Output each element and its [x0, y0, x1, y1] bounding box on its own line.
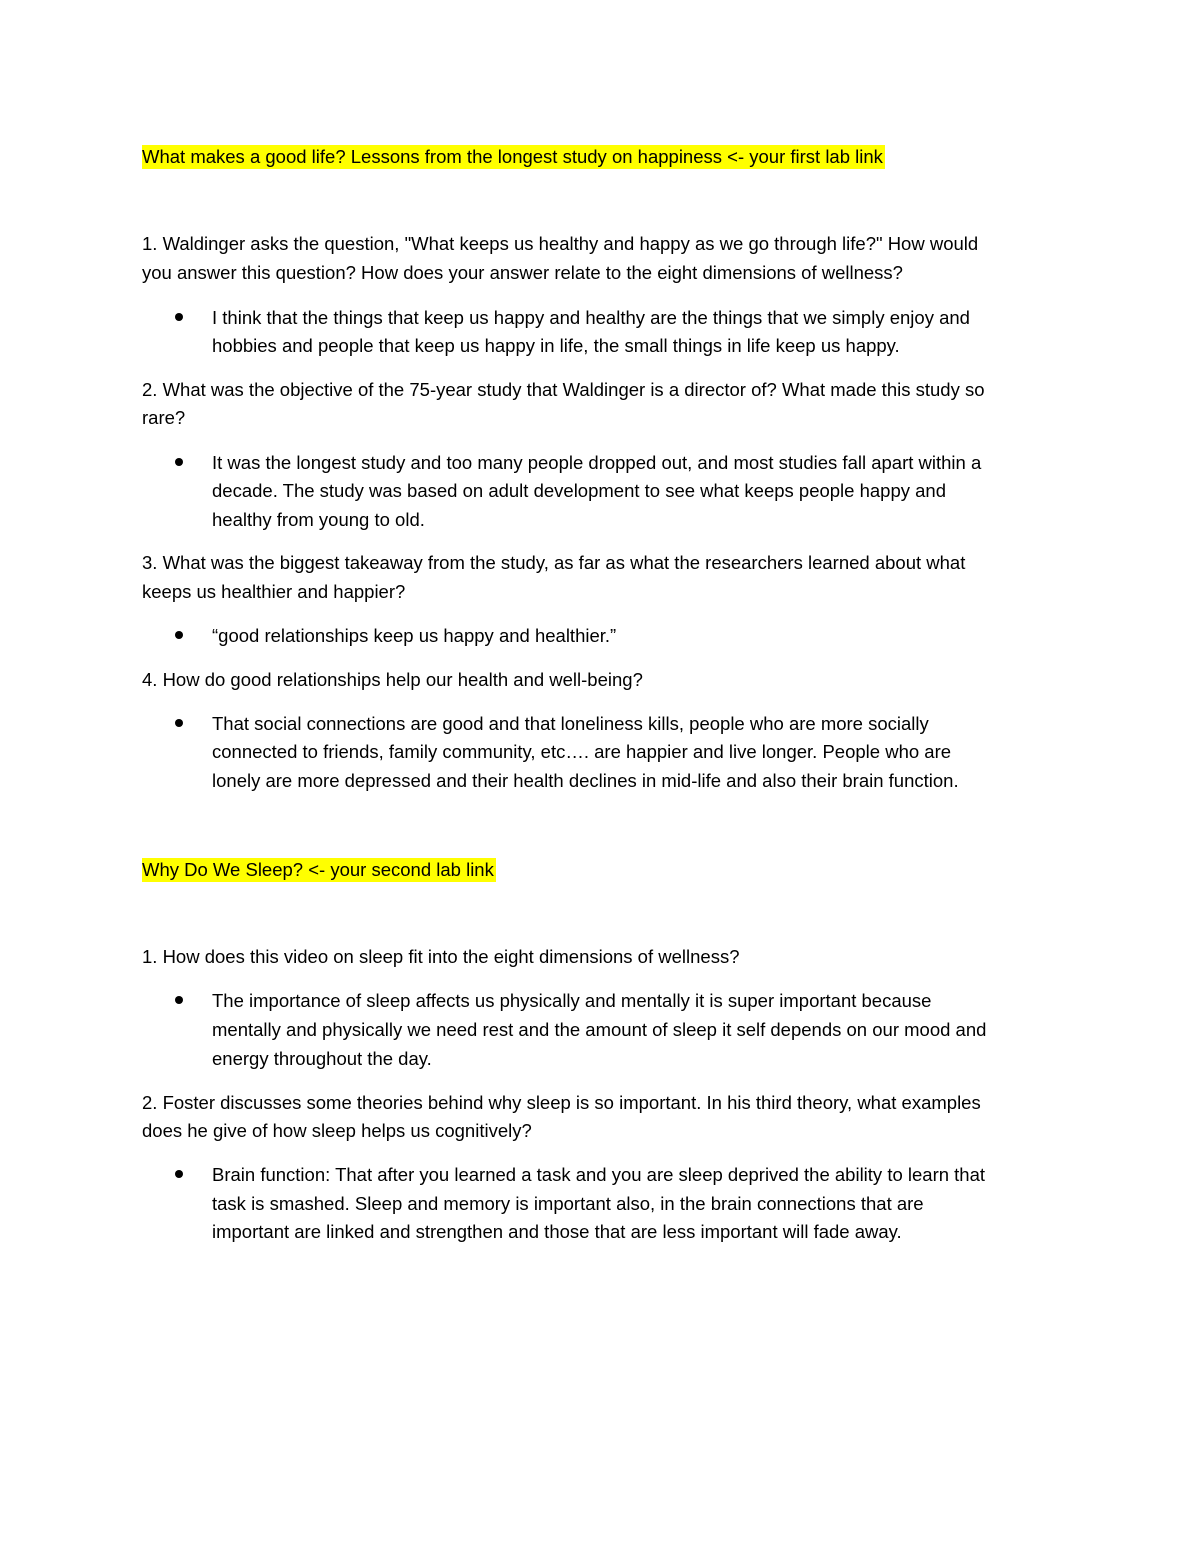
s1-q3-line1: 3. What was the biggest takeaway from the study, as far as what the researchers learned about what — [142, 552, 966, 573]
s2-q2-line2: does he give of how sleep helps us cognitively? — [142, 1120, 532, 1141]
s1-a4-line3: lonely are more depressed and their health declines in mid-life and also their brain function. — [212, 770, 959, 791]
section2-heading-highlight[interactable]: Why Do We Sleep? <- your second lab link — [142, 859, 494, 880]
s1-a4-line2: connected to friends, family community, etc…. are happier and live longer. People who are — [212, 741, 952, 762]
s1-q4-line1: 4. How do good relationships help our health and well-being? — [142, 669, 643, 690]
s2-a1-line2: mentally and physically we need rest and the amount of sleep it self depends on our mood and — [212, 1019, 987, 1040]
bullet-icon — [175, 313, 183, 321]
s2-q2-line1: 2. Foster discusses some theories behind why sleep is so important. In his third theory, what examples — [142, 1092, 981, 1113]
s1-a2-line3: healthy from young to old. — [212, 509, 425, 530]
s2-a2-line2: task is smashed. Sleep and memory is important also, in the brain connections that are — [212, 1193, 924, 1214]
s1-a1-line1: I think that the things that keep us happy and healthy are the things that we simply enjoy and — [212, 307, 970, 328]
s1-a3-line1: “good relationships keep us happy and healthier.” — [212, 625, 617, 646]
section1-heading-highlight[interactable]: What makes a good life? Lessons from the longest study on happiness <- your first lab link — [142, 146, 883, 167]
s1-a2-line1: It was the longest study and too many people dropped out, and most studies fall apart within a — [212, 452, 982, 473]
s1-q2-line2: rare? — [142, 407, 186, 428]
bullet-icon — [175, 1170, 183, 1178]
s1-q1-line2: you answer this question? How does your answer relate to the eight dimensions of wellness? — [142, 262, 903, 283]
bullet-icon — [175, 458, 183, 466]
s1-a1-line2: hobbies and people that keep us happy in life, the small things in life keep us happy. — [212, 335, 900, 356]
s1-q2-line1: 2. What was the objective of the 75-year study that Waldinger is a director of? What made this study so — [142, 379, 985, 400]
s1-a4-line1: That social connections are good and that loneliness kills, people who are more socially — [212, 713, 929, 734]
s2-a1-line1: The importance of sleep affects us physically and mentally it is super important because — [212, 990, 932, 1011]
s2-q1-line1: 1. How does this video on sleep fit into the eight dimensions of wellness? — [142, 946, 740, 967]
s2-a1-line3: energy throughout the day. — [212, 1048, 432, 1069]
section1-heading[interactable] — [142, 142, 885, 171]
s1-a2-line2: decade. The study was based on adult development to see what keeps people happy and — [212, 480, 947, 501]
bullet-icon — [175, 996, 183, 1004]
bullet-icon — [175, 631, 183, 639]
s1-q3-line2: keeps us healthier and happier? — [142, 581, 406, 602]
s1-q1-line1: 1. Waldinger asks the question, "What keeps us healthy and happy as we go through life?" How would — [142, 233, 979, 254]
s2-a2-line1: Brain function: That after you learned a task and you are sleep deprived the ability to learn that — [212, 1164, 986, 1185]
section2-heading[interactable] — [142, 855, 496, 884]
s2-a2-line3: important are linked and strengthen and those that are less important will fade away. — [212, 1221, 902, 1242]
bullet-icon — [175, 719, 183, 727]
